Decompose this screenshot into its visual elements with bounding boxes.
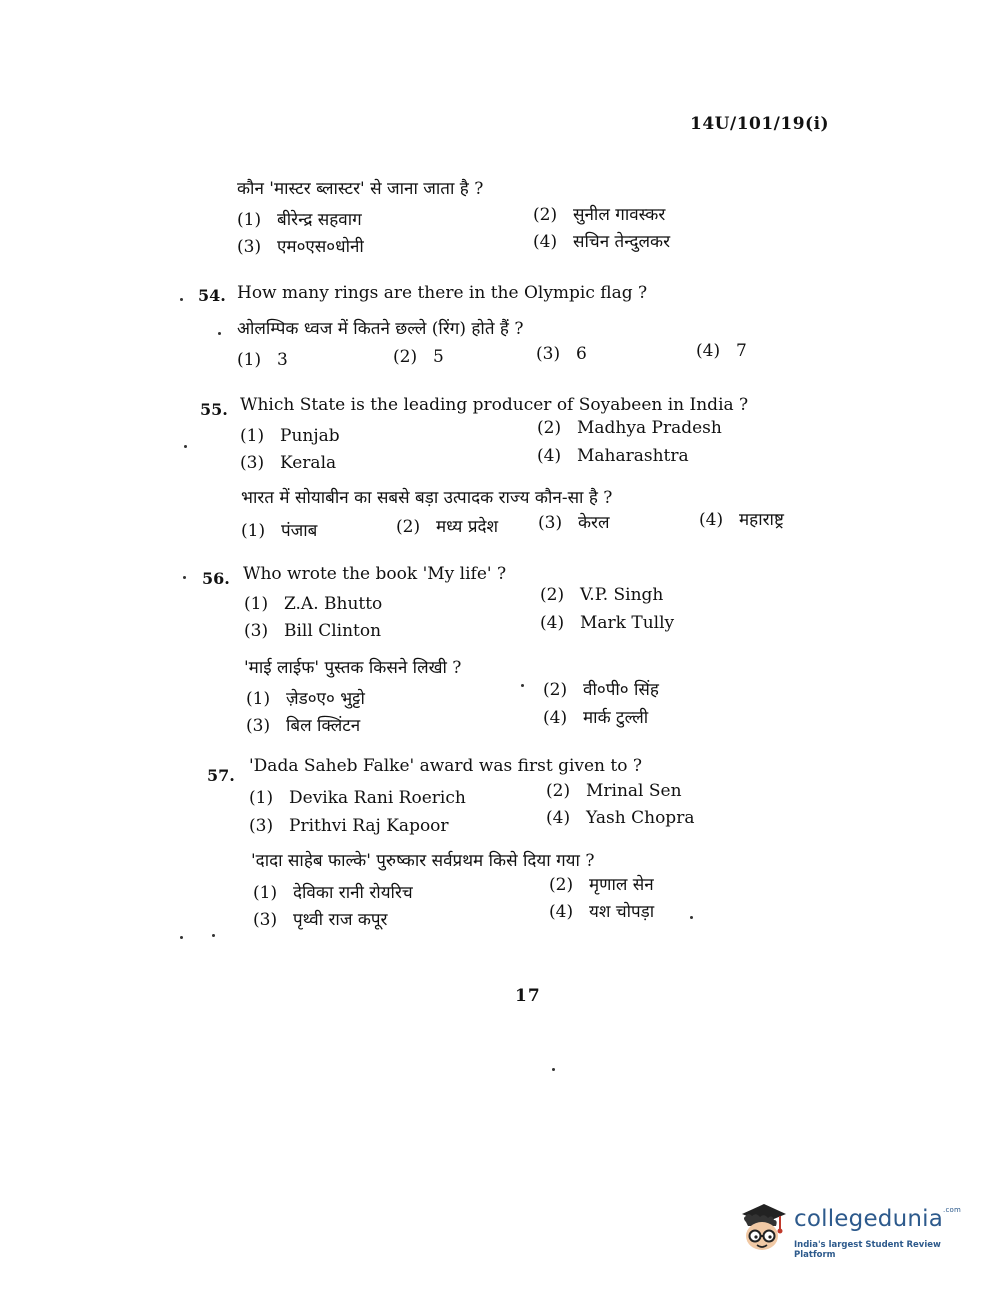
collegedunia-watermark xyxy=(734,1196,964,1260)
paper-code: 14U/101/19(i) xyxy=(690,114,830,134)
q54-number: 54. xyxy=(198,286,226,305)
q56-option-2: (2) V.P. Singh xyxy=(540,585,664,605)
q55-number: 55. xyxy=(200,400,228,419)
scan-speck xyxy=(552,1068,555,1071)
q56-hindi-option-4: (4) मार्क टुल्ली xyxy=(543,708,649,728)
q53-option-2: (2) सुनील गावस्कर xyxy=(533,205,666,225)
q57-hindi-option-1: (1) देविका रानी रोयरिच xyxy=(253,883,413,903)
q55-hindi-option-2: (2) मध्य प्रदेश xyxy=(396,517,499,537)
scan-speck xyxy=(180,298,183,301)
q53-option-3: (3) एम०एस०धोनी xyxy=(237,237,364,257)
scan-speck xyxy=(183,576,186,579)
q56-hindi-question: 'माई लाईफ' पुस्तक किसने लिखी ? xyxy=(244,658,462,678)
q55-hindi-option-3: (3) केरल xyxy=(538,513,610,533)
q56-number: 56. xyxy=(202,569,230,588)
q57-option-1: (1) Devika Rani Roerich xyxy=(249,788,466,808)
scan-speck xyxy=(180,936,183,939)
q57-question: 'Dada Saheb Falke' award was first given to ? xyxy=(249,756,642,776)
q57-option-2: (2) Mrinal Sen xyxy=(546,781,682,801)
q53-option-4: (4) सचिन तेन्दुलकर xyxy=(533,232,671,252)
q57-hindi-option-3: (3) पृथ्वी राज कपूर xyxy=(253,910,388,930)
watermark-tagline: India's largest Student Review Platform xyxy=(794,1240,941,1260)
q56-option-1: (1) Z.A. Bhutto xyxy=(244,594,383,614)
scan-speck xyxy=(184,445,187,448)
q55-option-4: (4) Maharashtra xyxy=(537,446,689,466)
q54-option-1: (1) 3 xyxy=(237,350,288,370)
q55-question: Which State is the leading producer of Soyabeen in India ? xyxy=(240,395,749,415)
page-number: 17 xyxy=(515,986,541,1006)
scan-speck xyxy=(521,684,524,687)
q57-hindi-option-2: (2) मृणाल सेन xyxy=(549,875,654,895)
q55-hindi-option-4: (4) महाराष्ट्र xyxy=(699,510,784,530)
scan-speck xyxy=(218,332,221,335)
q57-option-4: (4) Yash Chopra xyxy=(546,808,695,828)
q54-option-2: (2) 5 xyxy=(393,347,444,367)
q57-hindi-question: 'दादा साहेब फाल्के' पुरुष्कार सर्वप्रथम किसे दिया गया ? xyxy=(251,851,595,871)
q56-option-3: (3) Bill Clinton xyxy=(244,621,382,641)
scan-speck xyxy=(690,916,693,919)
q54-question: How many rings are there in the Olympic flag ? xyxy=(237,283,648,303)
q54-hindi-question: ओलम्पिक ध्वज में कितने छल्ले (रिंग) होते हैं ? xyxy=(237,319,524,339)
q55-hindi-option-1: (1) पंजाब xyxy=(241,521,318,541)
q56-hindi-option-3: (3) बिल क्लिंटन xyxy=(246,716,361,736)
scan-speck xyxy=(212,934,215,937)
q56-option-4: (4) Mark Tully xyxy=(540,613,675,633)
q54-option-3: (3) 6 xyxy=(536,344,587,364)
q57-number: 57. xyxy=(207,766,235,785)
watermark-brand: collegedunia$^{.com}$ xyxy=(794,1206,962,1232)
q57-hindi-option-4: (4) यश चोपड़ा xyxy=(549,902,655,922)
collegedunia-mascot-icon xyxy=(734,1196,794,1260)
q54-option-4: (4) 7 xyxy=(696,341,747,361)
q56-hindi-option-2: (2) वी०पी० सिंह xyxy=(543,680,659,700)
q55-option-1: (1) Punjab xyxy=(240,426,340,446)
q56-question: Who wrote the book 'My life' ? xyxy=(243,564,507,584)
q57-option-3: (3) Prithvi Raj Kapoor xyxy=(249,816,449,836)
q55-option-3: (3) Kerala xyxy=(240,453,337,473)
q53-hindi-question: कौन 'मास्टर ब्लास्टर' से जाना जाता है ? xyxy=(237,179,484,199)
q55-option-2: (2) Madhya Pradesh xyxy=(537,418,722,438)
q53-option-1: (1) बीरेन्द्र सहवाग xyxy=(237,210,362,230)
q56-hindi-option-1: (1) ज़ेड०ए० भुट्टो xyxy=(246,689,365,709)
q55-hindi-question: भारत में सोयाबीन का सबसे बड़ा उत्पादक राज्य कौन-सा है ? xyxy=(241,488,613,508)
